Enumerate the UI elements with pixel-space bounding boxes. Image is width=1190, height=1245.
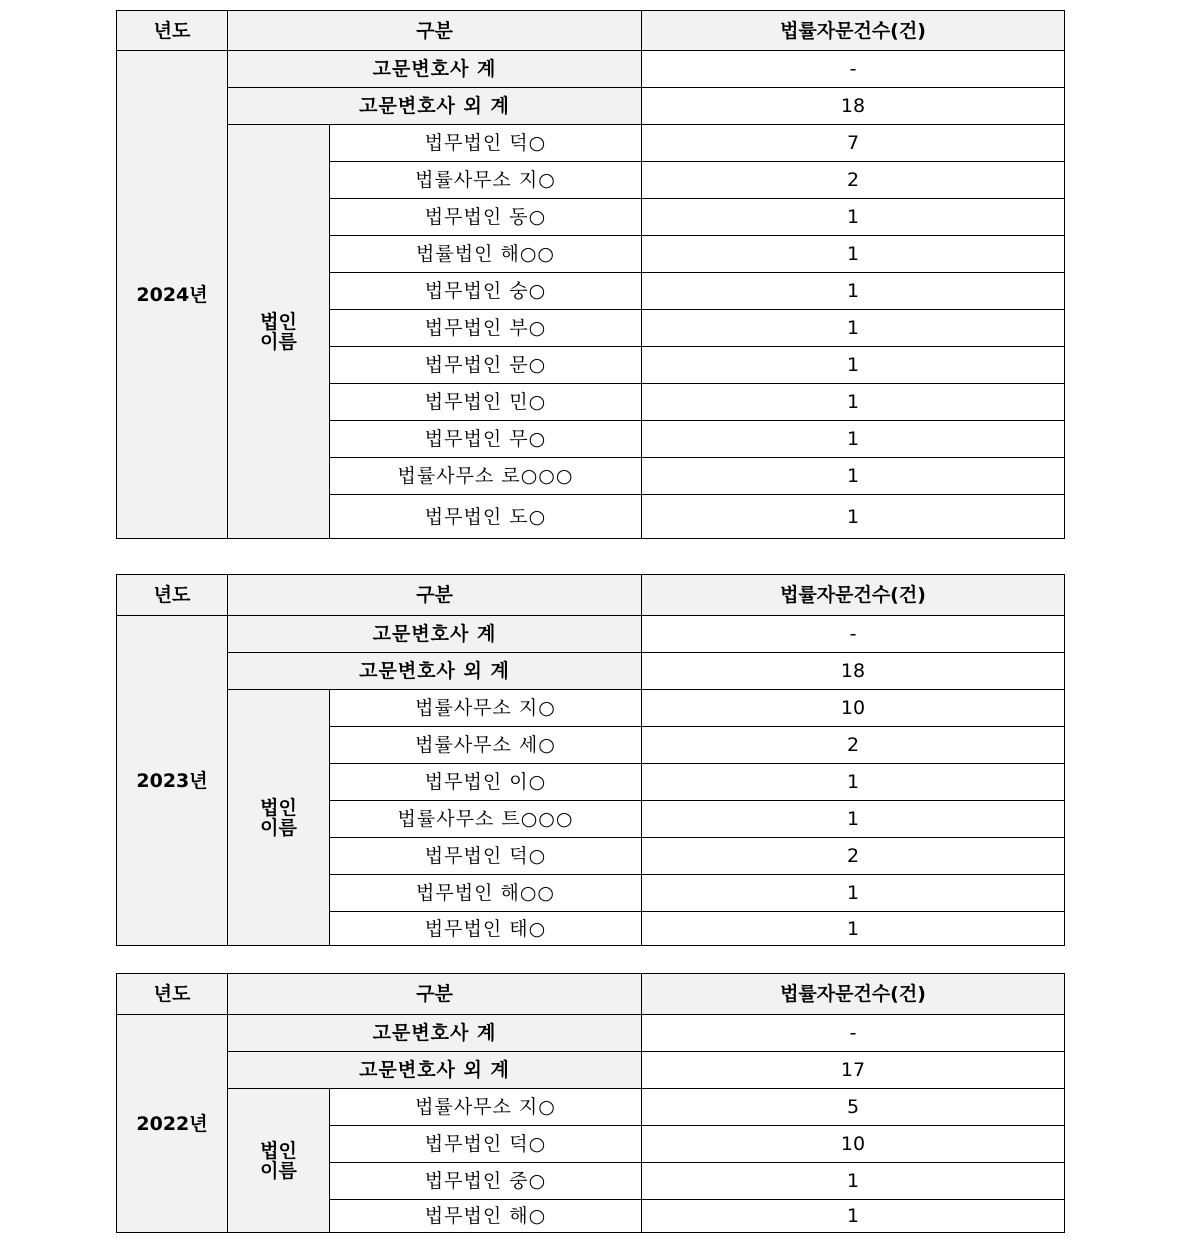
firm-count: 1: [642, 1200, 1065, 1233]
table-row: [117, 125, 1065, 162]
non-advisor-total-value: 18: [642, 88, 1065, 125]
table-row: [117, 51, 1065, 88]
header-year: 년도: [117, 575, 228, 616]
firm-count: 1: [642, 458, 1065, 495]
firm-name: 법무법인 문○: [330, 347, 642, 384]
firm-name: 법률사무소 로○○○: [330, 458, 642, 495]
advisor-total-value: -: [642, 616, 1065, 653]
firm-count: 1: [642, 273, 1065, 310]
firm-name: 법률사무소 지○: [330, 690, 642, 727]
firm-group-label-line2: 이름: [260, 330, 297, 353]
firm-name: 법무법인 이○: [330, 764, 642, 801]
firm-count: 10: [642, 1126, 1065, 1163]
firm-count: 1: [642, 912, 1065, 946]
firm-count: 1: [642, 875, 1065, 912]
header-count: 법률자문건수(건): [642, 974, 1065, 1015]
firm-count: 2: [642, 727, 1065, 764]
firm-count: 1: [642, 310, 1065, 347]
table-header-row: [117, 11, 1065, 51]
firm-name: 법무법인 덕○: [330, 125, 642, 162]
table-header-row: [117, 575, 1065, 616]
header-category: 구분: [228, 575, 642, 616]
firm-group-label: [228, 1089, 330, 1233]
firm-count: 1: [642, 384, 1065, 421]
table-row: [117, 88, 1065, 125]
legal-advice-table-2023: [116, 574, 1065, 946]
table-header-row: [117, 974, 1065, 1015]
firm-count: 1: [642, 199, 1065, 236]
firm-name: 법무법인 동○: [330, 199, 642, 236]
header-year: 년도: [117, 11, 228, 51]
firm-name: 법률법인 해○○: [330, 236, 642, 273]
firm-group-label-line2: 이름: [260, 816, 297, 839]
table-row: [117, 1089, 1065, 1126]
advisor-total-label: 고문변호사 계: [228, 1015, 642, 1052]
advisor-total-label: 고문변호사 계: [228, 51, 642, 88]
firm-name: 법률사무소 세○: [330, 727, 642, 764]
firm-name: 법무법인 해○: [330, 1200, 642, 1233]
firm-name: 법무법인 중○: [330, 1163, 642, 1200]
header-category: 구분: [228, 974, 642, 1015]
firm-group-label-line1: 법인: [260, 310, 297, 333]
firm-count: 5: [642, 1089, 1065, 1126]
legal-advice-table-2024: [116, 10, 1065, 539]
firm-name: 법률사무소 지○: [330, 162, 642, 199]
advisor-total-value: -: [642, 1015, 1065, 1052]
firm-name: 법무법인 덕○: [330, 1126, 642, 1163]
firm-group-label-line1: 법인: [260, 1139, 297, 1162]
table-row: [117, 1015, 1065, 1052]
advisor-total-label: 고문변호사 계: [228, 616, 642, 653]
advisor-total-value: -: [642, 51, 1065, 88]
header-year: 년도: [117, 974, 228, 1015]
firm-name: 법무법인 해○○: [330, 875, 642, 912]
firm-count: 1: [642, 1163, 1065, 1200]
firm-count: 1: [642, 236, 1065, 273]
firm-count: 10: [642, 690, 1065, 727]
table-row: [117, 690, 1065, 727]
year-cell: 2024년: [117, 51, 228, 539]
header-count: 법률자문건수(건): [642, 575, 1065, 616]
firm-name: 법무법인 숭○: [330, 273, 642, 310]
firm-group-label: [228, 125, 330, 539]
table-row: [117, 653, 1065, 690]
firm-count: 2: [642, 838, 1065, 875]
firm-name: 법무법인 민○: [330, 384, 642, 421]
firm-name: 법무법인 부○: [330, 310, 642, 347]
non-advisor-total-value: 17: [642, 1052, 1065, 1089]
header-count: 법률자문건수(건): [642, 11, 1065, 51]
year-cell: 2023년: [117, 616, 228, 946]
firm-name: 법률사무소 지○: [330, 1089, 642, 1126]
firm-group-label-line2: 이름: [260, 1159, 297, 1182]
year-cell: 2022년: [117, 1015, 228, 1233]
non-advisor-total-label: 고문변호사 외 계: [228, 1052, 642, 1089]
firm-count: 1: [642, 495, 1065, 539]
table-row: [117, 616, 1065, 653]
non-advisor-total-label: 고문변호사 외 계: [228, 653, 642, 690]
firm-count: 1: [642, 421, 1065, 458]
firm-count: 2: [642, 162, 1065, 199]
firm-name: 법무법인 무○: [330, 421, 642, 458]
firm-name: 법무법인 도○: [330, 495, 642, 539]
firm-name: 법무법인 덕○: [330, 838, 642, 875]
header-category: 구분: [228, 11, 642, 51]
firm-count: 7: [642, 125, 1065, 162]
firm-count: 1: [642, 347, 1065, 384]
table-row: [117, 1052, 1065, 1089]
non-advisor-total-label: 고문변호사 외 계: [228, 88, 642, 125]
firm-name: 법무법인 태○: [330, 912, 642, 946]
legal-advice-table-2022: [116, 973, 1065, 1233]
firm-name: 법률사무소 트○○○: [330, 801, 642, 838]
firm-group-label: [228, 690, 330, 946]
firm-count: 1: [642, 801, 1065, 838]
non-advisor-total-value: 18: [642, 653, 1065, 690]
firm-count: 1: [642, 764, 1065, 801]
firm-group-label-line1: 법인: [260, 796, 297, 819]
